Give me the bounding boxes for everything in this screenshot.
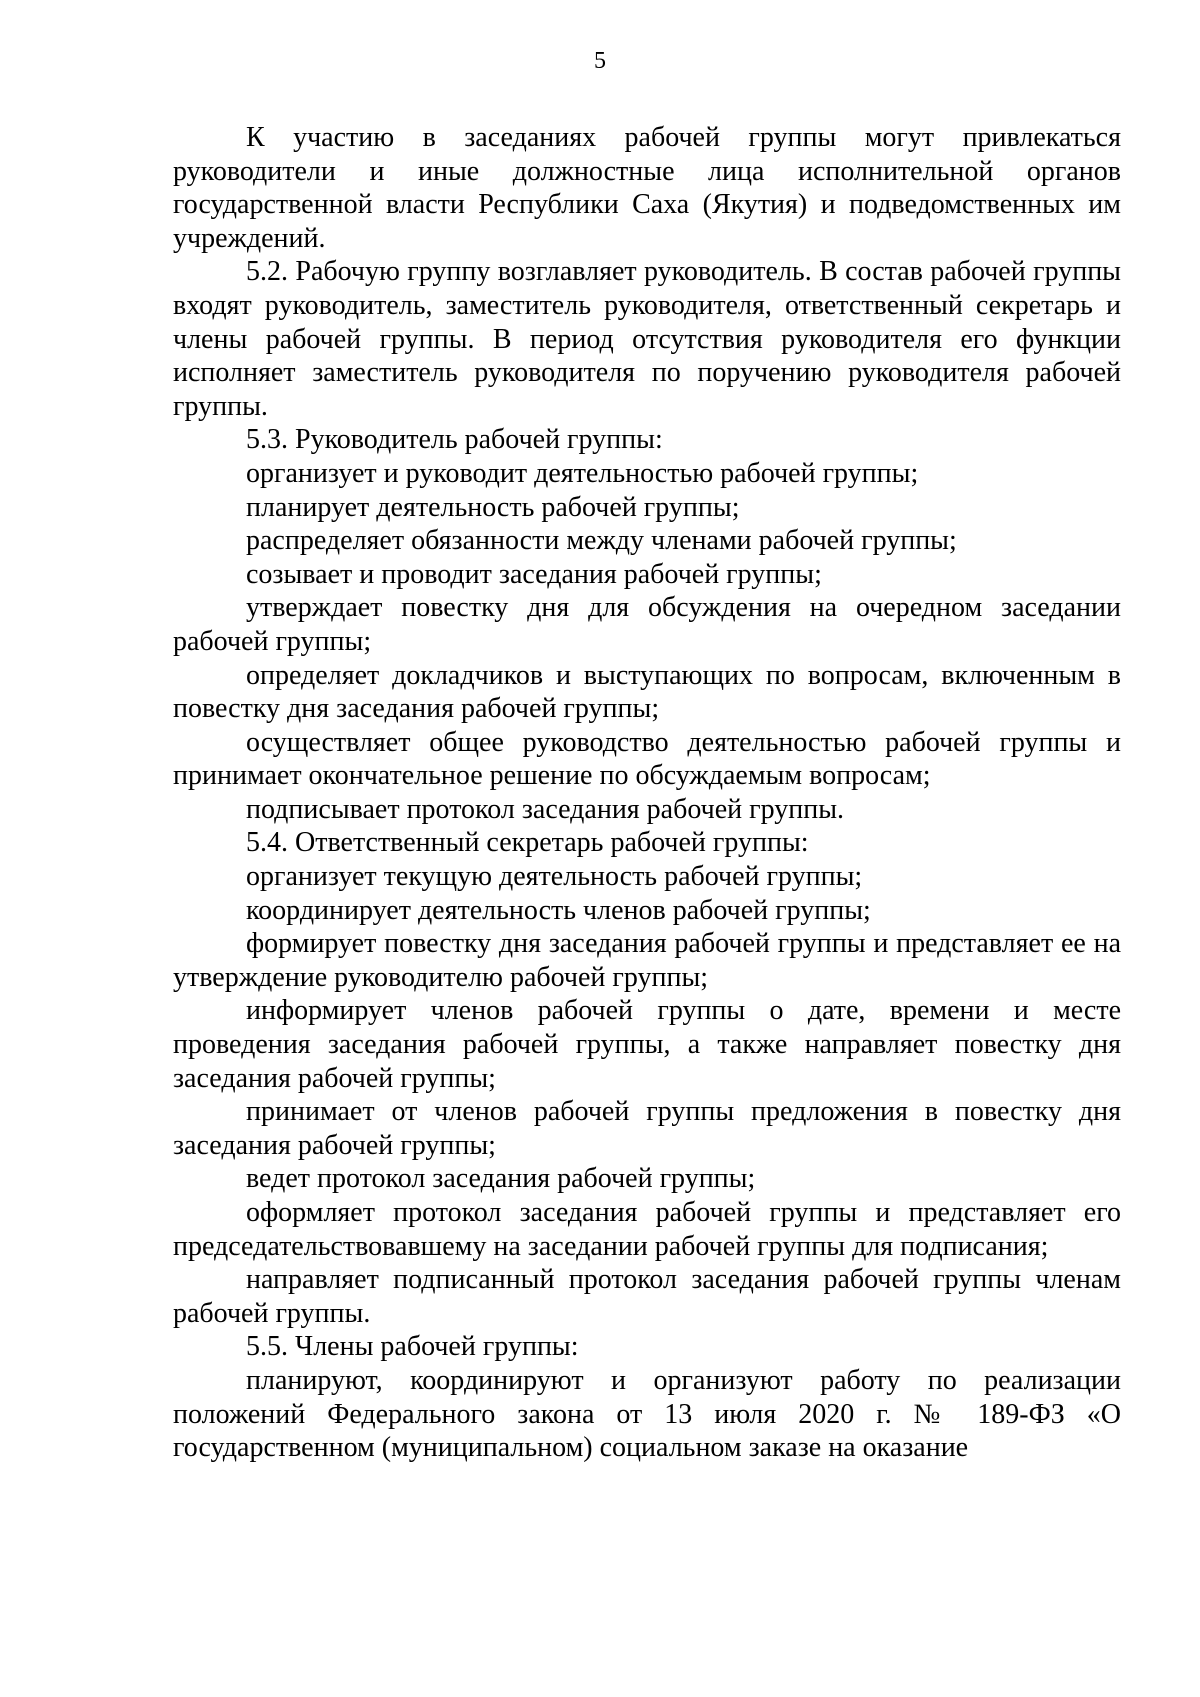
list-item: организует текущую деятельность рабочей группы; xyxy=(246,861,863,893)
list-item: оформляет протокол заседания рабочей группы и представляет его председательствовавшему на заседании рабочей группы для подписания; xyxy=(173,1197,1121,1262)
document-body xyxy=(173,121,1121,1465)
paragraph-5-3-heading: 5.3. Руководитель рабочей группы: xyxy=(246,424,663,456)
list-item: планируют, координируют и организуют работу по реализации положений Федерального закона от 13 июля 2020 г. № 189-ФЗ «О государственном (муниципальном) социальном заказе на оказание xyxy=(173,1364,1121,1464)
paragraph-5-4-heading: 5.4. Ответственный секретарь рабочей группы: xyxy=(246,827,809,859)
list-item: планирует деятельность рабочей группы; xyxy=(246,491,740,523)
list-item: принимает от членов рабочей группы предложения в повестку дня заседания рабочей группы; xyxy=(173,1096,1121,1161)
paragraph-5-2: 5.2. Рабочую группу возглавляет руководитель. В состав рабочей группы входят руководитель, заместитель руководителя, ответственный секретарь и члены рабочей группы. В период отсутствия руководителя его функции исполняет заместитель руководителя по поручению руководителя рабочей группы. xyxy=(173,256,1121,422)
list-item: созывает и проводит заседания рабочей группы; xyxy=(246,558,822,590)
list-item: ведет протокол заседания рабочей группы; xyxy=(246,1163,756,1195)
list-item: формирует повестку дня заседания рабочей группы и представляет ее на утверждение руководителю рабочей группы; xyxy=(173,928,1121,993)
list-item: осуществляет общее руководство деятельностью рабочей группы и принимает окончательное решение по обсуждаемым вопросам; xyxy=(173,726,1121,792)
list-item: организует и руководит деятельностью рабочей группы; xyxy=(246,457,919,489)
list-item: информирует членов рабочей группы о дате, времени и месте проведения заседания рабочей группы, а также направляет повестку дня заседания рабочей группы; xyxy=(173,995,1121,1094)
paragraph-5-5-heading: 5.5. Члены рабочей группы: xyxy=(246,1331,579,1363)
page-number: 5 xyxy=(594,48,606,74)
paragraph-participation: К участию в заседаниях рабочей группы могут привлекаться руководители и иные должностные лица исполнительной органов государственной власти Республики Саха (Якутия) и подведомственных им учреждений. xyxy=(173,122,1121,254)
list-item: направляет подписанный протокол заседания рабочей группы членам рабочей группы. xyxy=(173,1264,1121,1329)
list-item: утверждает повестку дня для обсуждения на очередном заседании рабочей группы; xyxy=(173,592,1121,657)
list-item: подписывает протокол заседания рабочей группы. xyxy=(246,793,845,825)
list-item: определяет докладчиков и выступающих по вопросам, включенным в повестку дня заседания рабочей группы; xyxy=(173,659,1121,725)
list-item: распределяет обязанности между членами рабочей группы; xyxy=(246,525,957,557)
list-item: координирует деятельность членов рабочей группы; xyxy=(246,894,871,926)
